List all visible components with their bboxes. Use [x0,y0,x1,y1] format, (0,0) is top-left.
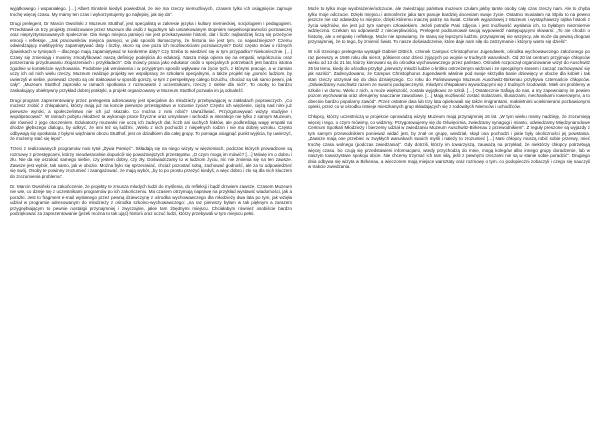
paragraph: Może to tylko moje wyobrażenie/odczucie, ale zwiedzając państwa muzeum czułam jakby tamte osoby cały czas rzeczy nam. Ale to chyba tylko moje odczucie. Dzięki miejscu i atmosferze jaka tam panuje bardziej doceniam swoje życie. Ostatnio musiałam na Stpilu to na pewno jeszcze nie raz odwiedzę to miejsce, dzięki któremu inaczej patrzę na świat. Członek wyjazdowej z Muzeum i wystąchawszy rąbka historii z życia więźniów, nie jest już tym samym człowiekiem. Jeżeli potrafie Pani zdjęcia i jest możliwość wysłania ich, to byłabym niezmiernie wdzięczna. Czekam na odpowiedź z niecierpliwością. Prelegent podsumował swoją wypowiedź następującymi słowami: „To nie chodzi o historię, ale o empatię i refleksję. Może nie sprawiamy, że staną się lepszymi ludźmi, przynajmniej nie wszyscy, ale może da pewną drogowi przynajmniej, że to tego, by zmienić świat. To nasze doświadczenie, które daje nam siłę do zatrzymanie i któryny warto się dzielić”. [308,6,590,45]
right-text-column [308,6,590,420]
paragraph: Dr. Marcin Owsiński na zakończenie, że projekty te zmusza młodych ludzi do myślenia, do refleksji i bądź drzwiem zawsze. Czasem Muzeum nie wie, co dzieje się z uczestnikami programów po ich zakończeniu. Ma czasem otrzymują naprawę na przykład wystawić wiadomości, jak a porażki. Jest to fragment e-mail wysłanego przez pewną dziewczynę z ośrodka wychowawczego dla młodzieży dwa lata po tym, jak wzięła udział w programie adresowanym do młodzieży z ośrodka szkolno-wychowawczego: „na raz pierwszy byłam w tak pięknym a zarazem przygnębiającym to pewnie nostalgii przynajmniej i zwyczajnie, jakie tam zbędnymi miejscu. Chciałabym również osobiście bardzo podziękować za zaprezentowanie (jeżeli można to tak ująć) historii oraz uczuć ludzi, którzy przebywali w tym miejscu pełni. [10,183,292,217]
document-page [10,6,590,420]
paragraph: Drugi prelegent, Dr Marcin Owsiński z Muzeum Stutthof, jest specjalistą w zakresie języka i kultury niemieckiej, socjologiem i pedagogiem. Przedstawił on trzy projekty zrealizowane przez Muzeum dla osób z ługodnym lub umiarkowanym stopniem niepełnosprawności poznawczej oraz niepryztystosowanych społecznie. Dla mego miejsca pamięci nie jest przekazywanie historii, dat i liczb: najbardziej liczą się przeżycie emocji i refleksje. „Jak pracowników miejsca pamięci, w jaki sposób tłumaczymy, że historia nie jest tym, co najważniejsze? Czemu odwiedzający mielibyyśmy zapamiętywać daty i liczby, skoro są one poza ich możliwościami poznawczymi? Dość często mówi o różnych zjawiskach w tyrsięach – dlaczego mają zapamiętywać te konkretne daty? Czy trzeba to wiedzieć się w tym przypadku? Niekoniecznie. […] Czasy się zmieniają i musimy zmodyfikować naszą definicję podejścia do edukacji. Nasza misja opiera się na empatii, współczuciu oraz poszerzaniu przydruwaniu zkojarzeniach i przykładach”. Dla mówcy praca jako edukator osób o specjalnych potrzebach jest bardzo istotna zgodnie w kontekście wychowania. Podobnie jak wmówienia i w przyjętnym sposób wpływaw na życie tych, z którymi pracuje, a w zamian uczy ich od nich wielu rzeczy. Muzeum realizuje projekty we współpracy ze szkołami specjalnymi, a także projekt się „pomóc ludziom, by uwierzyli w siebie, ponieważ często są oni traktowani w sposób gorszy, w tym z perspektywy całego brzuchu, chociaż są tak samo pewni, jak cały”. „Muzeum Stutthof zaprosiło w ramach spotkania z rozmowami z uczestnikami, rzeczy z siebie dla nich”. To osoby to bardzo zaskakujący obiektywny przykład dobrej praktyki, a projekt organizowany w Muzeum Stutthof pozwala im ją odnaleźć. [10,21,292,93]
paragraph: W roli trzeciego prelegenta wystąpił Gabriel Dittrich, członek Campus Christophorus Jugendwerk, ośrodka wychowawczego założonego po raz pierwszy w 1946 roku dla sierot, półsierot oraz dzieci żyjących po wojnie w trudnych warunkach. Od 20 lat centrum przyjmuje chłopców wieku od 13 do 21 lat, którzy kierowani są do ośrodka wychowawczego przez państwo. Ośrodek rozpoczął organizowanie wizyt do Auschwitz 25 lat temu, kiedy do ośrodka przybył „pierwszy młodzi ludzie o krótko ostrzeżenym widzowi i ze specjalnym stosem i zacząć zachowywać się jak naziści”. Zadecydowano, że Campus Christophorus Jugendwerk właśnie pod swoje skrzydła banie dziewięcy w obozie dla kobiet i tak stan rzeczy utrzymał się do dnia dzisiejszego. Co roku do Państwowego Muzeum Auschwitz-Birkenau przybywa czternaście chłopców. „Odwiedzamy Auschwitz razem ze swoimi podopiecznymi, młodymi chłopakami wywodzącymi się z trudnych środowisk. Mieli oni problemy w szkole i w domu. Wielu z nich, a może większość, zostało wyjątkowo ze szkół. […] Ostatecznie trafiają do nas, a my zapewniamy im pewien pozom wychowania oraz oferujemy nauczanie zawodowe. […] Mają możliwość zostać stolarzami, ślusarzami, mechanikami rowerowymi, a to obecnie bardzo popularny zawód”. Przez ostatnie dwa lub trzy lata opiekowali się także imigrantami, małoletnimi uciekinierami pozbawionymi opieki, przez co w ośrodku istnieje mieszkanych grup składających się z rodowitych Niemców i uchodźców. [308,49,590,110]
paragraph: wyjątkowego i wspaniałego. […] Albert Einstein kiedyś powiedział, że nie ma rzeczy niemożliwych, czasem tylko ich osiągnięcie zajmuje trochę więcej czasu. My mamy ten czas i wykorzystujemy go najlepiej, jak się da”. [10,6,292,17]
paragraph: Trzeci z realizowanych programów nosi tytuł „Żywa Pamięć”. Składają się na niego wizyty w więzieniach, podczas których prowadzone są rozmowy z przestępcami, którzy nieodwracalnie dopuścili się poważniejszych przestępstw. „O czym mogą im mówić? […] Mówię im o dobru i złu. Nie da się oszukać samego siebie, czy jestem dobry, czy zły. Doświadczamy to w ludziom życiu, nic nie zmienia się na ten zawsze. Zawsze jest wybór, tak samo, jak w obozie. Można było się sprzeciwiać, chciaż pozostać sobą, zachować godność, ale za to odpowiedzieć się swój. Osoby te powinny zrozumieć i zaangażować, że mają wybór, „by to po prostu przeżyć kiedyś, a więc dobro i zło są dla nich kluczem do zrozumienia problemu”. [10,146,292,179]
paragraph: Drugi program zaprezentowany przez prelegenta adresowany jest specjalnie do młodzieży przebywającej w zakładach poprawczych. „Co możesz zrobić z chłopakami, którzy mają już na koncie pierwsze przestępstwo w rozumie życia? Często ich więzienie, ciężą nad nimi już pierwsze wyroki, a społeczeństwo nie ich już skazało. Co można z nimi robić? Uwrażliwiać. Przyzgotowywać wizyty studyjne i współpracować”. W ramach pobytu młodzież ta wykonuje prace fizyczne oraz umysłowe i wchodzi w interakcje nie tylko z samym Muzeum, ale również z jego otoczeniem. Edukatorzy muzealni nie uczą ich żadnych dat, liczb ani suchych faktów, ale podkreślają wagę empatii na drodze głębszego dialogu, by odkryć, że inni też są ludźmi. „Wielu z nich pochodzi z niepełnych rodzin i nie ma dobrej wzroku. Często odbywają się spotkania z byłymi więźniami obozu Stutthof, jest on dziadkiem dla całej grupy. To pomaga osiągnąć punkt wyjścia, by uwierzyć, że możemy stać się lepsi”. [10,97,292,142]
left-text-column [10,6,292,420]
paragraph: Chłopcy, którzy uczestniczą w projekcie oprowadzą wizyty Muzeum mają przynajmniej 16 lat. „W tym wieku mamy nadzieję, że zrozumieją więcej i tego, o czym mówimy, co widzimy. Przygotowujemy się do Oświęcimia, zwiedzamy synagogi i miasto, odwiedzamy Międzynarodowe Centrum Spotkań Młodzieży i bierzemy udział w zwiedzaniu Muzeum Auschwitz-Birkenau z przewodnikiem”. Z reguły preszone są wyjazdy z tym samym przewodnikiem ponieważ widać jest, by znał on grupę, wiedział, skąd ona pochodzi i jakie były okoliczności jej powstania. „Zawsze mają one przebiec w zwykłych warunkach swoich myśli i należy to zrozumieć […] Nasi chłopcy muszą robić sobie przerwy, mieć trochę czasu wolnego (podczas zwiedzania)”. Gdy dotrzili, którzy im towarzyszą, zauważą na przykład, że niektórzy chłopcy potrzebują więcej czasu, bo czują się przedstawieni informacjami, wtedy przychodzą do mnie, mogą kolegów albo innego grupy doradzenie, lub w naszym towarzystwie spokoju obcie. Nie chcemy trzymać ich tam siłą, jeśli z pewnymi rzeczami nie są w stanie sobie poradzić”. Drugiego dnia odbywa się wizyta w Birkenau, a wieczorem mają miejsce warsztaty oraz rozmowy o tym, co podopieczni zobaczyli i czego się nauczyli w trakcie zwiedzania. [308,114,590,170]
